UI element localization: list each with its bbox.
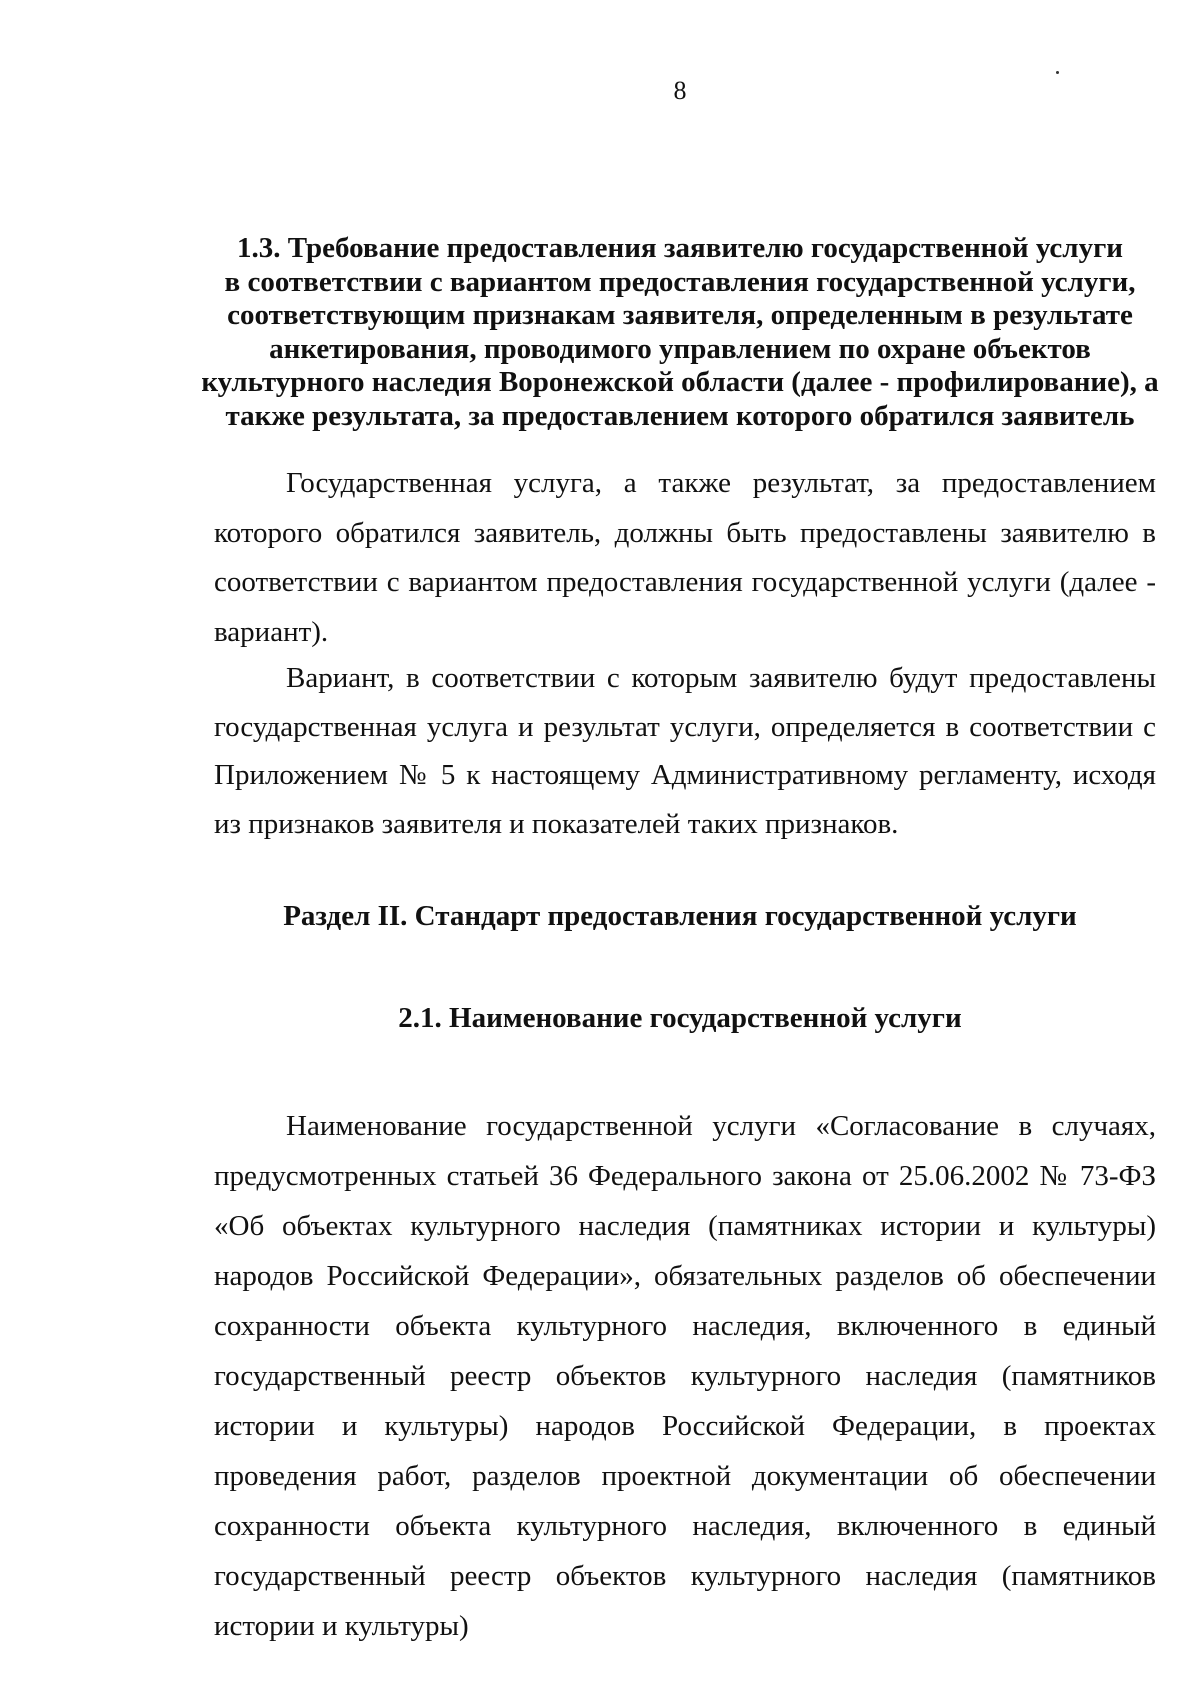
paragraph-variant-definition: Вариант, в соответствии с которым заявителю будут предоставлены государственная услуга и результат услуги, определяется в соответствии с Приложением № 5 к настоящему Административному регламенту, исходя из признаков заявителя и показателей таких признаков.	[214, 662, 1156, 840]
paragraph-service-variant: Государственная услуга, а также результат, за предоставлением которого обратился заявитель, должны быть предоставлены заявителю в соответствии с вариантом предоставления государственной услуги (далее - вариант).	[214, 467, 1156, 648]
heading-line: в соответствии с вариантом предоставления государственной услуги,	[224, 265, 1136, 298]
section-1-3-heading	[200, 232, 1160, 433]
section-2-heading: Раздел II. Стандарт предоставления государственной услуги	[283, 900, 1077, 932]
heading-line: анкетирования, проводимого управлением по охране объектов	[269, 332, 1091, 365]
heading-line: соответствующим признакам заявителя, определенным в результате	[227, 299, 1133, 331]
heading-line: культурного наследия Воронежской области (далее - профилирование), а	[201, 366, 1159, 398]
page-number: 8	[673, 76, 687, 105]
heading-line: также результата, за предоставлением которого обратился заявитель	[225, 399, 1135, 432]
section-2-1-heading: 2.1. Наименование государственной услуги	[398, 1002, 962, 1034]
scan-speck	[1056, 71, 1059, 74]
paragraph-service-name: Наименование государственной услуги «Согласование в случаях, предусмотренных статьей 36 Федерального закона от 25.06.2002 № 73-ФЗ «Об объектах культурного наследия (памятниках истории и культуры) народов Российской Федерации», обязательных разделов об обеспечении сохранности объекта культурного наследия, включенного в единый государственный реестр объектов культурного наследия (памятников истории и культуры) народов Российской Федерации, в проектах проведения работ, разделов проектной документации об обеспечении сохранности объекта культурного наследия, включенного в единый государственный реестр объектов культурного наследия (памятников истории и культуры)	[214, 1110, 1156, 1642]
heading-line: 1.3. Требование предоставления заявителю государственной услуги	[237, 232, 1123, 264]
